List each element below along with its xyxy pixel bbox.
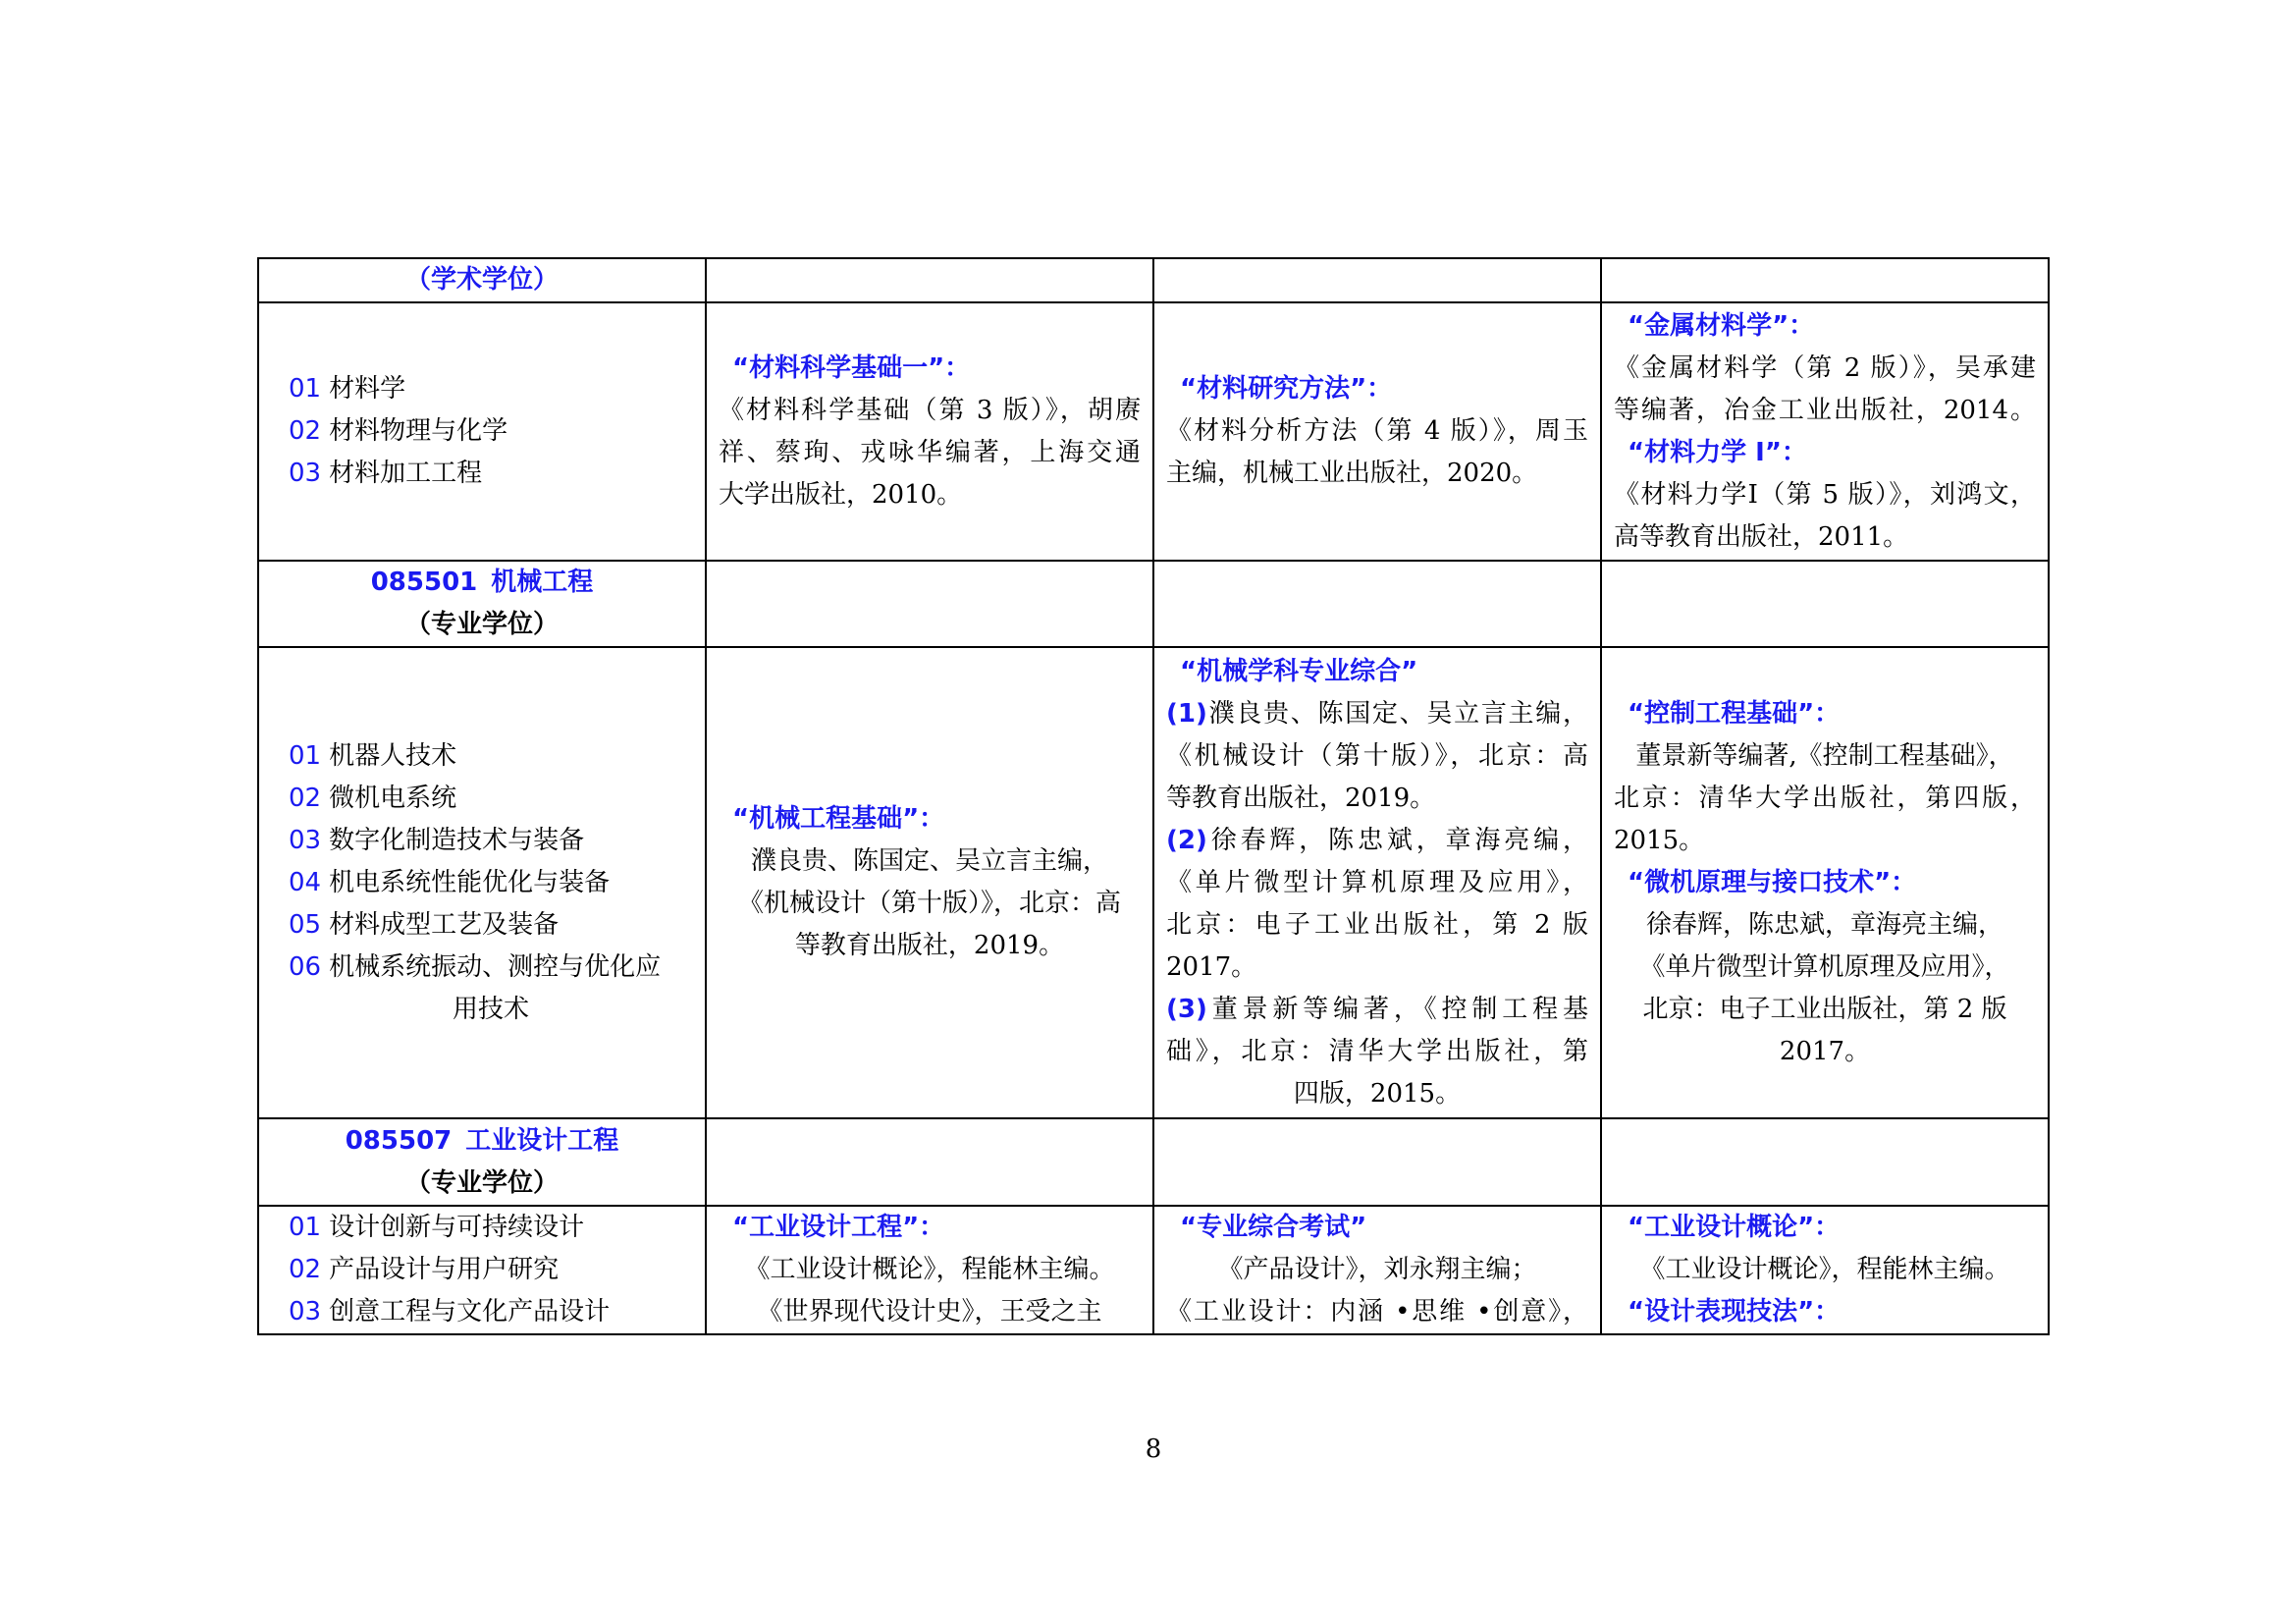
empty-cell: [1154, 562, 1602, 648]
direction-item: [289, 1291, 693, 1333]
mechanical-subject-1-cell: [707, 648, 1154, 1119]
empty-cell: [707, 259, 1154, 303]
reference-line: 主编，机械工业出版社，2020。: [1166, 459, 1538, 488]
mechanical-subject-3-cell: [1602, 648, 2050, 1119]
reference-line: 等教育出版社，2019。: [1166, 783, 1436, 813]
reference-line: 《工业设计：内涵 •思维 •创意》，: [1166, 1297, 1588, 1326]
direction-item: [289, 735, 693, 778]
direction-name: 材料成型工艺及装备: [329, 909, 560, 940]
direction-code: 02: [289, 783, 322, 813]
subject-title: “材料研究方法”：: [1180, 374, 1393, 404]
empty-cell: [1154, 259, 1602, 303]
reference-line: 高等教育出版社，2011。: [1614, 521, 1909, 552]
empty-cell: [1602, 1119, 2050, 1207]
reference-line: 大学出版社，2010。: [719, 479, 963, 510]
empty-cell: [707, 562, 1154, 648]
reference-text: 徐春辉，陈忠斌，章海亮编，: [1206, 825, 1588, 855]
academic-subject-1-cell: [707, 303, 1154, 562]
mechanical-program-cell: [259, 562, 707, 648]
program-title: [271, 1120, 693, 1163]
subject-title: “微机原理与接口技术”：: [1628, 867, 1917, 897]
subject-title: “材料科学基础一”：: [732, 352, 971, 383]
reference-line: 北京：电子工业出版社，第 2 版: [1642, 994, 2007, 1024]
academic-degree-cell: [259, 259, 707, 303]
reference-line: 《材料力学Ⅰ（第 5 版）》，刘鸿文，: [1614, 479, 2036, 510]
direction-name: 数字化制造技术与装备: [329, 825, 585, 855]
subject-title: “机械学科专业综合”: [1180, 656, 1418, 686]
reference-line: [1166, 820, 1588, 862]
direction-code: 02: [289, 1255, 322, 1284]
reference-line: 《材料分析方法（第 4 版）》，周玉: [1166, 416, 1588, 446]
reference-marker: (2): [1166, 825, 1207, 855]
program-degree-label: （专业学位）: [404, 1167, 559, 1198]
industrial-design-subject-2-cell: [1154, 1207, 1602, 1335]
direction-item: [289, 1207, 693, 1249]
direction-code: 03: [289, 459, 322, 488]
direction-item: [289, 778, 693, 820]
page-number: 8: [1145, 1435, 1162, 1464]
direction-code: 01: [289, 740, 322, 771]
academic-degree-label: （学术学位）: [404, 265, 559, 295]
direction-name: 机械系统振动、测控与优化应: [329, 951, 662, 982]
direction-item: [289, 368, 693, 410]
reference-text: 濮良贵、陈国定、吴立言主编，: [1206, 698, 1588, 729]
reference-line: 《金属材料学（第 2 版）》，吴承建: [1614, 352, 2036, 383]
direction-item: [289, 862, 693, 904]
direction-name: 材料学: [329, 374, 406, 404]
direction-code: 03: [289, 825, 322, 855]
subject-title: “工业设计工程”：: [732, 1213, 945, 1242]
reference-line: 《世界现代设计史》，王受之主: [757, 1297, 1102, 1326]
empty-cell: [1154, 1119, 1602, 1207]
empty-cell: [1602, 562, 2050, 648]
reference-marker: (1): [1166, 698, 1207, 729]
reference-line: 四版，2015。: [1293, 1078, 1462, 1109]
reference-line: 北京：电子工业出版社，第 2 版: [1166, 909, 1588, 940]
empty-cell: [1602, 259, 2050, 303]
reference-line: 《工业设计概论》，程能林主编。: [744, 1255, 1115, 1284]
subject-title: “材料力学 I”：: [1628, 437, 1807, 467]
program-code: 085501: [370, 568, 478, 597]
direction-name: 材料加工工程: [329, 459, 483, 488]
direction-code: 05: [289, 909, 322, 940]
industrial-design-program-cell: [259, 1119, 707, 1207]
program-code: 085507: [345, 1125, 453, 1156]
industrial-design-subject-3-cell: [1602, 1207, 2050, 1335]
direction-name: 微机电系统: [329, 783, 457, 813]
academic-directions-cell: [259, 303, 707, 562]
direction-item: [289, 904, 693, 947]
reference-line: 2017。: [1166, 951, 1257, 982]
reference-text: 董景新等编著，《控制工程基: [1206, 994, 1588, 1024]
direction-name: 产品设计与用户研究: [329, 1255, 560, 1284]
direction-name: 机器人技术: [329, 740, 457, 771]
mechanical-directions-cell: [259, 648, 707, 1119]
reference-line: 北京：清华大学出版社，第四版，: [1614, 783, 2036, 813]
direction-code: 01: [289, 374, 322, 404]
direction-name: 创意工程与文化产品设计: [329, 1297, 611, 1326]
direction-code: 03: [289, 1297, 322, 1326]
program-title: [271, 562, 693, 604]
subject-title: “控制工程基础”：: [1628, 698, 1841, 729]
reference-line: 祥、蔡珣、戎咏华编著，上海交通: [719, 437, 1141, 467]
reference-line: 2015。: [1614, 825, 1705, 855]
subject-title: “工业设计概论”：: [1628, 1213, 1841, 1242]
subject-title: “金属材料学”：: [1628, 310, 1815, 341]
exam-subjects-table: [257, 257, 2050, 1335]
direction-item: [289, 453, 693, 495]
direction-item: [289, 947, 693, 989]
direction-name: 设计创新与可持续设计: [329, 1213, 585, 1242]
empty-cell: [707, 1119, 1154, 1207]
reference-line: 《单片微型计算机原理及应用》，: [1639, 951, 2010, 982]
direction-code: 01: [289, 1213, 322, 1242]
reference-line: 《材料科学基础（第 3 版）》，胡赓: [719, 395, 1141, 425]
direction-item: [289, 820, 693, 862]
industrial-design-subject-1-cell: [707, 1207, 1154, 1335]
reference-marker: (3): [1166, 994, 1207, 1024]
reference-line: [1166, 693, 1588, 735]
direction-item: [289, 1249, 693, 1291]
direction-name: 机电系统性能优化与装备: [329, 867, 611, 897]
subject-title: “设计表现技法”：: [1628, 1297, 1841, 1326]
direction-code: 06: [289, 951, 322, 982]
reference-line: 徐春辉，陈忠斌，章海亮主编，: [1645, 909, 2003, 940]
reference-line: 《机械设计（第十版）》，北京：高: [1166, 740, 1588, 771]
direction-name: 材料物理与化学: [329, 416, 508, 446]
reference-line: 等教育出版社，2019。: [794, 931, 1065, 960]
academic-subject-2-cell: [1154, 303, 1602, 562]
reference-line: 《机械设计（第十版）》，北京：高: [737, 889, 1121, 918]
reference-line: 2017。: [1779, 1036, 1871, 1066]
direction-name-continued: 用技术: [452, 994, 529, 1024]
reference-line: 础》，北京：清华大学出版社，第: [1166, 1036, 1588, 1066]
industrial-design-directions-cell: [259, 1207, 707, 1335]
reference-line: 等编著，冶金工业出版社，2014。: [1614, 395, 2036, 425]
direction-item: [289, 410, 693, 453]
academic-subject-3-cell: [1602, 303, 2050, 562]
program-degree-label: （专业学位）: [404, 610, 559, 639]
program-name: 机械工程: [491, 568, 594, 597]
reference-line: 《工业设计概论》，程能林主编。: [1639, 1255, 2010, 1284]
mechanical-subject-2-cell: [1154, 648, 1602, 1119]
program-name: 工业设计工程: [465, 1125, 619, 1156]
reference-line: 《产品设计》，刘永翔主编；: [1217, 1255, 1537, 1284]
reference-line: 《单片微型计算机原理及应用》，: [1166, 867, 1588, 897]
subject-title: “专业综合考试”: [1180, 1213, 1367, 1242]
reference-line: [1166, 989, 1588, 1031]
direction-code: 04: [289, 867, 322, 897]
subject-title: “机械工程基础”：: [732, 804, 945, 834]
direction-code: 02: [289, 416, 322, 446]
reference-line: 董景新等编著,《控制工程基础》，: [1635, 740, 2014, 771]
reference-line: 濮良贵、陈国定、吴立言主编，: [750, 846, 1108, 876]
